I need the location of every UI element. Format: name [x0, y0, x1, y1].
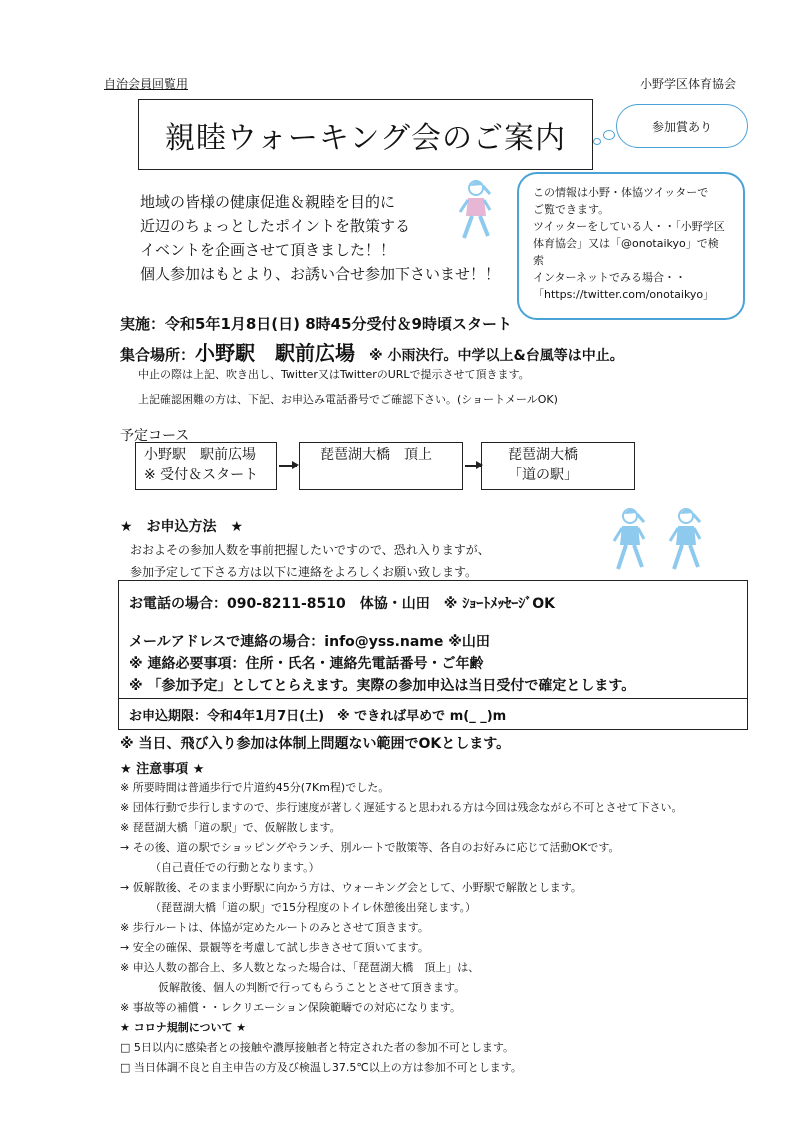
meeting-place-label: 集合場所：: [120, 346, 196, 364]
covid-heading: ★ コロナ規制について ★: [120, 1021, 247, 1034]
course-step-line: 「道の駅」: [508, 467, 578, 483]
course-arrow: [465, 465, 481, 467]
intro-line: 個人参加はもとより、お誘い合せ参加下さいませ！！: [140, 265, 501, 283]
event-date: 実施：令和5年1月8日(日) 8時45分受付＆9時頃スタート: [120, 315, 512, 333]
meeting-place: 小野駅 駅前広場: [195, 341, 356, 365]
caution-line: ※ 所要時間は普通歩行で片道約45分(7Km程)でした。: [120, 781, 390, 794]
course-step-line: 小野駅 駅前広場: [144, 447, 256, 463]
organization-label: 小野学区体育協会: [640, 77, 737, 91]
caution-line: → 安全の確保、景観等を考慮して試し歩きさせて頂いてます。: [120, 941, 429, 954]
cancel-note: 中止の際は上記、吹き出し、Twitter又はTwitterのURLで提示させて頂きます。: [138, 368, 530, 381]
twitter-line: ツイッターをしている人・・「小野学区: [533, 220, 725, 233]
meeting-place-row: [120, 337, 624, 366]
walking-girls-pair-icon: [608, 505, 718, 577]
caution-line: ※ 申込人数の都合上、多人数となった場合は、「琵琶湖大橋 頂上」は、: [120, 961, 480, 974]
walking-girl-icon: [450, 178, 500, 244]
intro-line: 近辺のちょっとしたポイントを散策する: [140, 217, 411, 235]
course-heading: 予定コース: [120, 428, 190, 444]
caution-line: （自己責任での行動となります。）: [150, 861, 320, 874]
page-title: 親睦ウォーキング会のご案内: [138, 99, 593, 170]
caution-line: → その後、道の駅でショッピングやランチ、別ルートで散策等、各自のお好みに応じて活動OKです。: [120, 841, 620, 854]
course-step-start: [135, 442, 277, 490]
course-step-line: ※ 受付＆スタート: [144, 467, 259, 483]
intro-line: 地域の皆様の健康促進＆親睦を目的に: [140, 193, 396, 211]
contact-box: [118, 580, 748, 730]
intro-text: [140, 190, 500, 286]
application-line: おおよその参加人数を事前把握したいですので、恐れ入りますが、: [130, 543, 490, 557]
twitter-line: 索: [533, 254, 544, 267]
course-arrow: [279, 465, 297, 467]
twitter-line: ご覧できます。: [533, 203, 610, 216]
meeting-note: ※ 小雨決行。中学以上&台風等は中止。: [369, 348, 624, 364]
required-items: ※ 連絡必要事項：住所・氏名・連絡先電話番号・ご年齢: [129, 656, 484, 672]
application-deadline: お申込期限：令和4年1月7日(土) ※ できれば早めで m(_ _)m: [129, 709, 507, 724]
twitter-line: この情報は小野・体協ツイッターで: [533, 186, 709, 199]
contact-divider: [119, 698, 747, 699]
covid-line: □ 5日以内に感染者との接触や濃厚接触者と特定された者の参加不可とします。: [120, 1041, 515, 1054]
caution-line: ※ 事故等の補償・・レクリエーション保険範疇での対応になります。: [120, 1001, 461, 1014]
confirm-note: 上記確認困難の方は、下記、お申込み電話番号でご確認下さい。(ショートメールOK): [138, 393, 558, 406]
circulation-label: 自治会員回覧用: [104, 77, 189, 91]
bubble-tail-dot: [593, 138, 601, 145]
course-step-michi-no-eki: [481, 442, 635, 490]
bubble-tail-dot: [603, 130, 615, 140]
intro-line: イベントを企画させて頂きました！！: [140, 241, 396, 259]
course-step-bridge-top: [299, 442, 463, 490]
caution-line: 仮解散後、個人の判断で行ってもらうこととさせて頂きます。: [158, 981, 466, 994]
twitter-url: 「https://twitter.com/onotaikyo」: [533, 288, 715, 301]
covid-line: □ 当日体調不良と自主申告の方及び検温し37.5℃以上の方は参加不可とします。: [120, 1061, 522, 1074]
twitter-line: インターネットでみる場合・・: [533, 271, 687, 284]
caution-line: ※ 琵琶湖大橋「道の駅」で、仮解散します。: [120, 821, 341, 834]
email-contact: メールアドレスで連絡の場合：info@yss.name ※山田: [129, 634, 490, 650]
walkin-note: ※ 当日、飛び入り参加は体制上問題ない範囲でOKとします。: [120, 736, 511, 752]
caution-line: ※ 団体行動で歩行しますので、歩行速度が著しく遅延すると思われる方は今回は残念ながら不可とさせて下さい。: [120, 801, 683, 814]
application-line: 参加予定して下さる方は以下に連絡をよろしくお願い致します。: [130, 565, 478, 579]
prize-bubble: 参加賞あり: [616, 104, 748, 148]
phone-contact: お電話の場合：090-8211-8510 体協・山田 ※ ｼｮｰﾄﾒｯｾｰｼﾞOK: [129, 596, 556, 612]
plan-note: ※ 「参加予定」としてとらえます。実際の参加申込は当日受付で確定とします。: [129, 678, 636, 694]
caution-line: → 仮解散後、そのまま小野駅に向かう方は、ウォーキング会として、小野駅で解散とします。: [120, 881, 582, 894]
cautions-heading: ★ 注意事項 ★: [120, 762, 205, 777]
twitter-line: 体育協会」又は「@onotaikyo」で検: [533, 237, 719, 250]
application-heading: ★ お申込方法 ★: [120, 519, 244, 535]
course-step-line: 琵琶湖大橋: [508, 447, 578, 463]
course-step-line: 琵琶湖大橋 頂上: [320, 447, 432, 463]
caution-line: ※ 歩行ルートは、体協が定めたルートのみとさせて頂きます。: [120, 921, 429, 934]
twitter-info-box: [517, 172, 745, 320]
caution-line: （琵琶湖大橋「道の駅」で15分程度のトイレ休憩後出発します。）: [150, 901, 477, 914]
